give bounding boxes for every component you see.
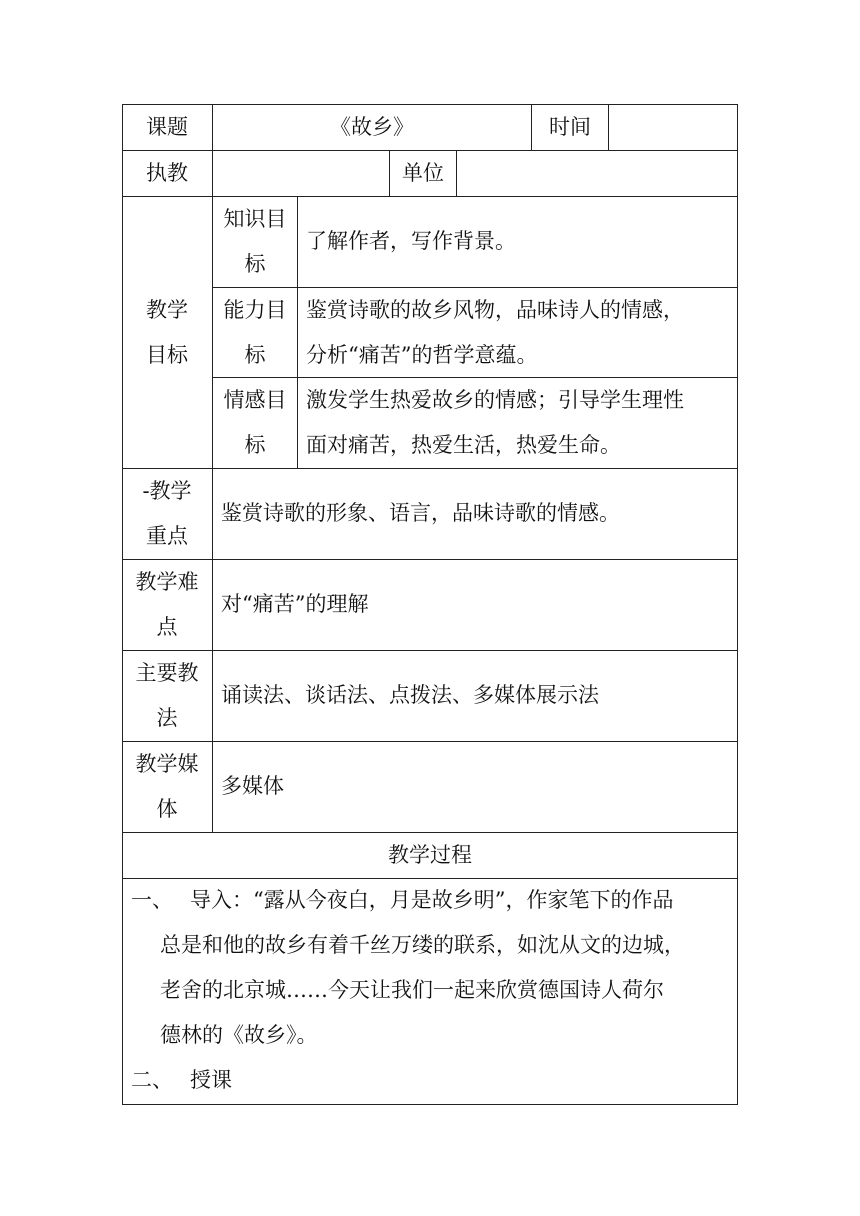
difficulties-label-line1: 教学难 [135,570,199,594]
media-label-line1: 教学媒 [135,752,199,776]
table-border-right [737,104,738,1105]
knowledge-objective-label-line1: 知识目 [223,207,287,231]
table-row-divider [122,468,738,469]
ability-objective-label-line1: 能力目 [223,298,287,322]
methods-text: 诵读法、谈话法、点拨法、多媒体展示法 [221,683,599,707]
time-label: 时间 [549,115,591,139]
table-row-divider [122,741,738,742]
emotion-objective-text-line2: 面对痛苦，热爱生活，热爱生命。 [306,433,621,457]
table-row-divider [122,559,738,560]
unit-label: 单位 [402,161,444,185]
key-points-label-line2: 重点 [146,524,188,548]
process-step1-line4: 德林的《故乡》。 [160,1023,318,1047]
process-step1-line3: 老舍的北京城……今天让我们一起来欣赏德国诗人荷尔 [160,978,664,1002]
table-border-bottom [122,1104,738,1105]
table-col-divider [297,196,298,468]
ability-objective-text-line1: 鉴赏诗歌的故乡风物，品味诗人的情感， [306,298,684,322]
key-points-text: 鉴赏诗歌的形象、语言，品味诗歌的情感。 [221,501,620,525]
ability-objective-text-line2: 分析“痛苦”的哲学意蕴。 [306,343,538,367]
media-text: 多媒体 [221,774,284,798]
objectives-label-line2: 目标 [146,343,188,367]
methods-label-line2: 法 [156,706,178,730]
knowledge-objective-text: 了解作者，写作背景。 [306,229,516,253]
key-points-label-line1: -教学 [142,479,192,503]
process-step1-line2: 总是和他的故乡有着千丝万缕的联系，如沈从文的边城， [160,933,685,957]
difficulties-text: 对“痛苦”的理解 [221,592,369,616]
process-step1-line1: 导入：“露从今夜白，月是故乡明”，作家笔下的作品 [190,888,674,912]
objectives-label-line1: 教学 [146,298,188,322]
emotion-objective-label-line2: 标 [244,433,266,457]
difficulties-label-line2: 点 [156,615,178,639]
process-step2-text: 授课 [190,1068,232,1092]
ability-objective-label-line2: 标 [244,343,266,367]
emotion-objective-label-line1: 情感目 [223,388,287,412]
methods-label-line1: 主要教 [135,661,199,685]
knowledge-objective-label-line2: 标 [244,252,266,276]
process-step2-number: 二、 [131,1068,173,1092]
title-label: 课题 [146,115,188,139]
teacher-label: 执教 [146,161,188,185]
process-step1-number: 一、 [131,888,173,912]
table-row-divider [122,650,738,651]
media-label-line2: 体 [156,797,178,821]
table-col-divider [608,104,609,150]
emotion-objective-text-line1: 激发学生热爱故乡的情感；引导学生理性 [306,388,684,412]
title-value: 《故乡》 [330,115,414,139]
table-col-divider [456,150,457,196]
process-heading: 教学过程 [388,843,472,867]
